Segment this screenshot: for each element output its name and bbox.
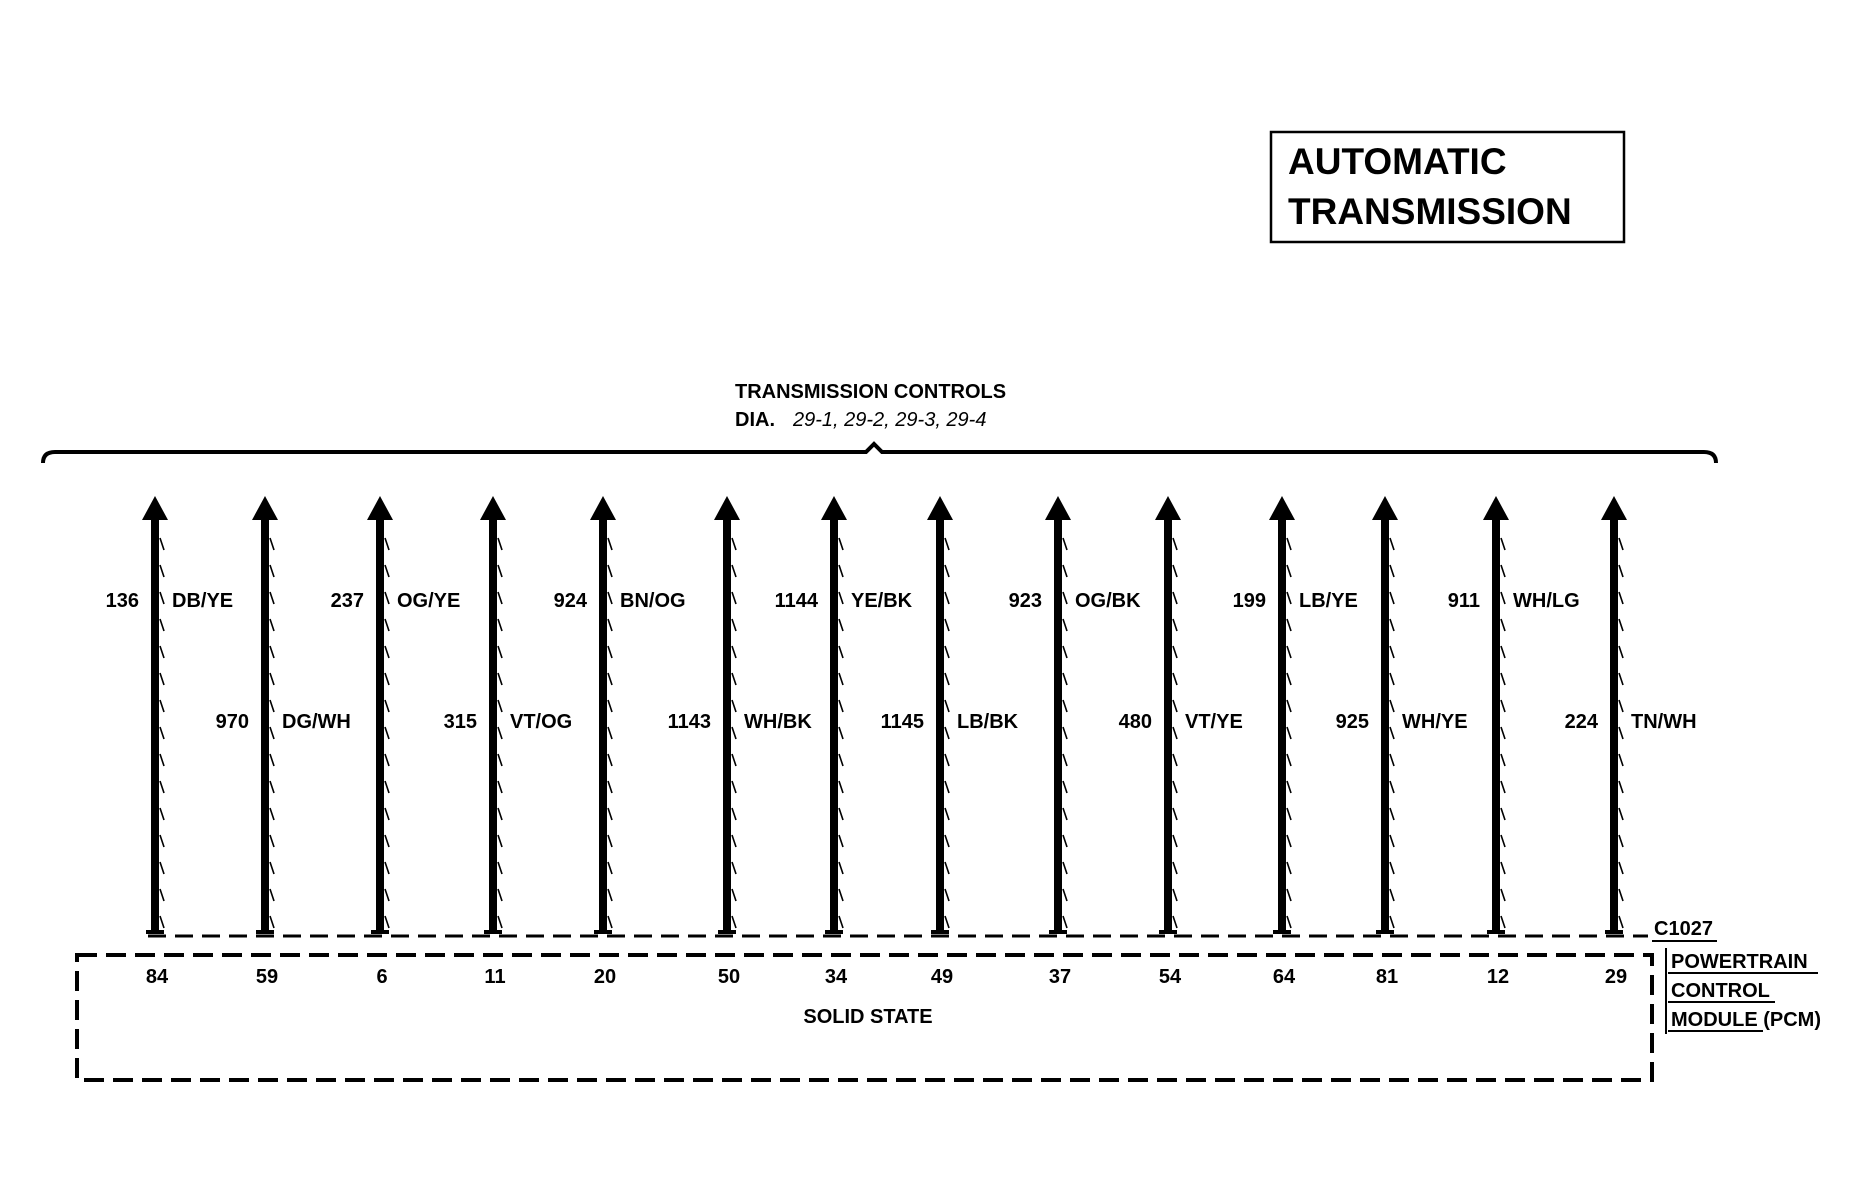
wire-stripe-tick: [1501, 835, 1505, 847]
wire-stripe-tick: [1063, 538, 1067, 550]
module-name-line-1: POWERTRAIN: [1671, 951, 1808, 973]
wire-arrowhead: [1601, 496, 1627, 520]
wire-color-code: LB/BK: [957, 711, 1019, 733]
wire-stripe-tick: [1287, 889, 1291, 901]
wire-circuit-number: 136: [105, 590, 139, 612]
wire-stripe-tick: [732, 673, 736, 685]
wire-stripe-tick: [270, 754, 274, 766]
connector-pin-number: 64: [1272, 966, 1296, 988]
wire-stripe-tick: [1501, 538, 1505, 550]
wire-stripe-tick: [270, 700, 274, 712]
wire-circuit-number: 224: [1564, 711, 1598, 733]
wire-stripe-tick: [608, 808, 612, 820]
wire: [1565, 496, 1697, 988]
wire-stripe-tick: [608, 700, 612, 712]
wire-stripe-tick: [945, 700, 949, 712]
wire-circuit-number: 923: [1008, 590, 1042, 612]
wire-stripe-tick: [1063, 592, 1067, 604]
wire-stripe-tick: [498, 754, 502, 766]
wire-stripe-tick: [839, 781, 843, 793]
wire-arrowhead: [821, 496, 847, 520]
wire-stripe-tick: [1619, 619, 1623, 631]
wire-stripe-tick: [1173, 673, 1177, 685]
module-type: SOLID STATE: [803, 1006, 933, 1028]
wire: [444, 496, 573, 988]
wire-stripe-tick: [608, 889, 612, 901]
wire-color-code: LB/YE: [1299, 590, 1358, 612]
wire-stripe-tick: [1501, 673, 1505, 685]
wire-stripe-tick: [839, 592, 843, 604]
wire-stripe-tick: [1173, 781, 1177, 793]
wire-stripe-tick: [160, 646, 164, 658]
wire-stripe-tick: [498, 592, 502, 604]
bracket-title: TRANSMISSION CONTROLS: [735, 381, 1007, 403]
wire-stripe-tick: [385, 862, 389, 874]
wire-stripe-tick: [385, 808, 389, 820]
wire-circuit-number: 1145: [880, 711, 924, 733]
title-box: [1271, 132, 1624, 242]
wire-stripe-tick: [270, 619, 274, 631]
wire-stripe-tick: [732, 565, 736, 577]
wire-stripe-tick: [1063, 700, 1067, 712]
wire-stripe-tick: [945, 781, 949, 793]
wire-stripe-tick: [608, 592, 612, 604]
wire-stripe-tick: [839, 835, 843, 847]
wire-stripe-tick: [732, 781, 736, 793]
wire-stripe-tick: [1287, 565, 1291, 577]
wire-stripe-tick: [1063, 646, 1067, 658]
wire-stripe-tick: [1063, 808, 1067, 820]
wire-color-code: OG/YE: [397, 590, 461, 612]
wire-stripe-tick: [270, 808, 274, 820]
wire-stripe-tick: [1390, 835, 1394, 847]
wire-stripe-tick: [839, 565, 843, 577]
wire-stripe-tick: [385, 700, 389, 712]
wire-stripe-tick: [1287, 538, 1291, 550]
wire-arrowhead: [252, 496, 278, 520]
wire-stripe-tick: [1501, 700, 1505, 712]
wire-stripe-tick: [608, 727, 612, 739]
wire-stripe-tick: [1619, 754, 1623, 766]
wire-stripe-tick: [1173, 754, 1177, 766]
connector-pin-number: 49: [930, 966, 954, 988]
wire-stripe-tick: [945, 673, 949, 685]
wire-arrowhead: [1269, 496, 1295, 520]
wire-stripe-tick: [732, 619, 736, 631]
wire-stripe-tick: [1173, 862, 1177, 874]
wire: [1119, 496, 1243, 988]
wire-stripe-tick: [608, 754, 612, 766]
wire-stripe-tick: [270, 862, 274, 874]
wire-stripe-tick: [160, 916, 164, 928]
wire-arrowhead: [480, 496, 506, 520]
wire-color-code: VT/OG: [510, 711, 573, 733]
wire-stripe-tick: [385, 565, 389, 577]
wire-stripe-tick: [160, 727, 164, 739]
wire-arrowhead: [142, 496, 168, 520]
wire-stripe-tick: [1619, 862, 1623, 874]
wire-stripe-tick: [945, 916, 949, 928]
wire-stripe-tick: [270, 835, 274, 847]
wire-color-code: WH/YE: [1402, 711, 1468, 733]
wire-color-code: WH/BK: [744, 711, 812, 733]
wire-stripe-tick: [839, 538, 843, 550]
wire-stripe-tick: [498, 700, 502, 712]
wire-circuit-number: 315: [443, 711, 477, 733]
wire-stripe-tick: [1287, 916, 1291, 928]
connector-id: C1027: [1654, 918, 1713, 940]
wire-stripe-tick: [608, 835, 612, 847]
wire-stripe-tick: [945, 592, 949, 604]
wire-stripe-tick: [945, 808, 949, 820]
wire-stripe-tick: [1173, 835, 1177, 847]
wire-stripe-tick: [385, 673, 389, 685]
title-line-2: TRANSMISSION: [1288, 191, 1572, 232]
connector-pin-number: 20: [593, 966, 617, 988]
wire-stripe-tick: [160, 808, 164, 820]
wire-stripe-tick: [732, 889, 736, 901]
connector-pin-number: 12: [1486, 966, 1510, 988]
wire-stripe-tick: [385, 754, 389, 766]
wire-stripe-tick: [839, 889, 843, 901]
connector-pin-number: 29: [1604, 966, 1628, 988]
wire-stripe-tick: [1501, 754, 1505, 766]
wire-stripe-tick: [1390, 781, 1394, 793]
wire-arrowhead: [714, 496, 740, 520]
wire-stripe-tick: [1287, 727, 1291, 739]
dia-prefix: DIA.: [735, 409, 775, 431]
connector-pin-number: 6: [376, 966, 388, 988]
wire-stripe-tick: [160, 592, 164, 604]
wire-stripe-tick: [160, 781, 164, 793]
wire-stripe-tick: [1619, 592, 1623, 604]
wire-circuit-number: 970: [215, 711, 249, 733]
wire-stripe-tick: [1619, 835, 1623, 847]
wire-stripe-tick: [1173, 889, 1177, 901]
wire-stripe-tick: [270, 538, 274, 550]
wire: [331, 496, 461, 988]
wire-stripe-tick: [1501, 781, 1505, 793]
wire-stripe-tick: [270, 727, 274, 739]
wire-stripe-tick: [1501, 619, 1505, 631]
wire-stripe-tick: [1063, 916, 1067, 928]
connector-pin-number: 54: [1158, 966, 1182, 988]
wire-arrowhead: [1155, 496, 1181, 520]
wire-stripe-tick: [1619, 916, 1623, 928]
wire-circuit-number: 1144: [774, 590, 818, 612]
wire: [1336, 496, 1468, 988]
wire-stripe-tick: [1390, 673, 1394, 685]
connector-pin-number: 34: [824, 966, 848, 988]
wire-stripe-tick: [498, 619, 502, 631]
wire-stripe-tick: [945, 889, 949, 901]
wire-stripe-tick: [1287, 619, 1291, 631]
wire-stripe-tick: [160, 565, 164, 577]
wire-stripe-tick: [385, 889, 389, 901]
wire-stripe-tick: [385, 619, 389, 631]
module-name-line-3: MODULE (PCM): [1671, 1009, 1821, 1031]
wire-stripe-tick: [1501, 727, 1505, 739]
wire-stripe-tick: [1501, 646, 1505, 658]
wire-circuit-number: 1143: [667, 711, 711, 733]
wire-stripe-tick: [1390, 754, 1394, 766]
wire-stripe-tick: [1173, 538, 1177, 550]
wire-stripe-tick: [1501, 862, 1505, 874]
wire-stripe-tick: [839, 916, 843, 928]
wire-stripe-tick: [385, 727, 389, 739]
wire-stripe-tick: [945, 538, 949, 550]
wire-color-code: OG/BK: [1075, 590, 1141, 612]
wire-color-code: VT/YE: [1185, 711, 1243, 733]
wire-stripe-tick: [270, 889, 274, 901]
wire-stripe-tick: [1390, 565, 1394, 577]
wire-stripe-tick: [1619, 700, 1623, 712]
wire-stripe-tick: [1390, 700, 1394, 712]
wire-stripe-tick: [498, 646, 502, 658]
grouping-bracket: [43, 444, 1716, 463]
wire-stripe-tick: [1390, 592, 1394, 604]
wire-stripe-tick: [1501, 565, 1505, 577]
wire-stripe-tick: [1173, 916, 1177, 928]
wire-stripe-tick: [1173, 646, 1177, 658]
wire-stripe-tick: [608, 538, 612, 550]
wire-stripe-tick: [270, 565, 274, 577]
wire-stripe-tick: [1173, 565, 1177, 577]
wire-stripe-tick: [1287, 673, 1291, 685]
wire-stripe-tick: [160, 538, 164, 550]
wire-stripe-tick: [385, 592, 389, 604]
wire-stripe-tick: [385, 781, 389, 793]
wire-stripe-tick: [608, 673, 612, 685]
wire-stripe-tick: [1619, 646, 1623, 658]
wire-color-code: BN/OG: [620, 590, 686, 612]
wire-stripe-tick: [945, 727, 949, 739]
wire-stripe-tick: [1287, 835, 1291, 847]
module-name-line-2: CONTROL: [1671, 980, 1770, 1002]
wire-stripe-tick: [160, 700, 164, 712]
wire-circuit-number: 480: [1118, 711, 1152, 733]
connector-pin-number: 84: [145, 966, 169, 988]
wire-stripe-tick: [1619, 727, 1623, 739]
wire-stripe-tick: [732, 754, 736, 766]
wire-stripe-tick: [270, 673, 274, 685]
wire-arrowhead: [367, 496, 393, 520]
wire-stripe-tick: [1287, 862, 1291, 874]
wire-stripe-tick: [270, 781, 274, 793]
wire-stripe-tick: [1287, 592, 1291, 604]
wire-stripe-tick: [839, 862, 843, 874]
wire-stripe-tick: [1390, 619, 1394, 631]
wire-stripe-tick: [498, 889, 502, 901]
wire-stripe-tick: [498, 808, 502, 820]
wire-stripe-tick: [608, 646, 612, 658]
wire: [1448, 496, 1580, 988]
wire-stripe-tick: [160, 673, 164, 685]
wire-stripe-tick: [1501, 808, 1505, 820]
wire-stripe-tick: [732, 916, 736, 928]
wire-stripe-tick: [1173, 700, 1177, 712]
module-name: [1666, 948, 1821, 1034]
title-line-1: AUTOMATIC: [1288, 141, 1507, 182]
wire-stripe-tick: [1063, 835, 1067, 847]
wire-stripe-tick: [498, 835, 502, 847]
wire-circuit-number: 199: [1232, 590, 1266, 612]
wire-stripe-tick: [1390, 808, 1394, 820]
wire-stripe-tick: [1287, 700, 1291, 712]
wire-color-code: TN/WH: [1631, 711, 1697, 733]
wire-stripe-tick: [732, 646, 736, 658]
wire-stripe-tick: [1619, 808, 1623, 820]
wire-stripe-tick: [1619, 673, 1623, 685]
wire-stripe-tick: [945, 619, 949, 631]
connector-pin-number: 59: [255, 966, 279, 988]
wire-stripe-tick: [1619, 565, 1623, 577]
wire-color-code: WH/LG: [1513, 590, 1580, 612]
wire-stripe-tick: [1501, 916, 1505, 928]
wire-stripe-tick: [160, 889, 164, 901]
wire-stripe-tick: [1390, 646, 1394, 658]
wire: [1233, 496, 1358, 988]
wire-stripe-tick: [160, 754, 164, 766]
wires: [106, 496, 1697, 988]
wire-stripe-tick: [1173, 727, 1177, 739]
wire-stripe-tick: [839, 646, 843, 658]
wire-arrowhead: [1483, 496, 1509, 520]
wire-arrowhead: [1045, 496, 1071, 520]
wire-color-code: DB/YE: [172, 590, 234, 612]
wire-stripe-tick: [1063, 673, 1067, 685]
wire-stripe-tick: [608, 916, 612, 928]
wire-stripe-tick: [839, 673, 843, 685]
wire-stripe-tick: [945, 754, 949, 766]
wire-stripe-tick: [945, 835, 949, 847]
wire-stripe-tick: [945, 565, 949, 577]
wire-stripe-tick: [270, 592, 274, 604]
wire-stripe-tick: [732, 862, 736, 874]
wire-stripe-tick: [1287, 781, 1291, 793]
wire-stripe-tick: [1063, 754, 1067, 766]
wire-stripe-tick: [1063, 889, 1067, 901]
wire-stripe-tick: [160, 862, 164, 874]
wire: [881, 496, 1019, 988]
wire-stripe-tick: [1501, 889, 1505, 901]
wire-stripe-tick: [498, 781, 502, 793]
wire-stripe-tick: [160, 619, 164, 631]
wire-stripe-tick: [732, 727, 736, 739]
wire-stripe-tick: [732, 538, 736, 550]
wire-stripe-tick: [498, 538, 502, 550]
wire-circuit-number: 237: [330, 590, 364, 612]
wire-stripe-tick: [1173, 619, 1177, 631]
wire-stripe-tick: [1287, 646, 1291, 658]
wire-stripe-tick: [732, 592, 736, 604]
wire-stripe-tick: [945, 862, 949, 874]
wire-stripe-tick: [839, 727, 843, 739]
wire-stripe-tick: [945, 646, 949, 658]
wire-stripe-tick: [498, 727, 502, 739]
wire-circuit-number: 911: [1447, 590, 1480, 612]
wire-stripe-tick: [839, 700, 843, 712]
wire-arrowhead: [590, 496, 616, 520]
wire-stripe-tick: [270, 646, 274, 658]
connector-pin-number: 81: [1375, 966, 1399, 988]
wire-stripe-tick: [1063, 727, 1067, 739]
wire-stripe-tick: [1390, 916, 1394, 928]
wire-stripe-tick: [1173, 592, 1177, 604]
wire-stripe-tick: [1390, 862, 1394, 874]
connector-pin-number: 11: [484, 966, 506, 988]
wire-stripe-tick: [839, 754, 843, 766]
wire-stripe-tick: [1619, 538, 1623, 550]
wire-arrowhead: [1372, 496, 1398, 520]
wire: [106, 496, 234, 988]
wire-color-code: DG/WH: [282, 711, 351, 733]
connector-pin-number: 37: [1048, 966, 1072, 988]
wire-stripe-tick: [1390, 727, 1394, 739]
wire-arrowhead: [927, 496, 953, 520]
wire-stripe-tick: [1063, 781, 1067, 793]
bracket-header: [43, 381, 1716, 463]
wire-stripe-tick: [732, 835, 736, 847]
wire-stripe-tick: [1063, 619, 1067, 631]
wire-stripe-tick: [270, 916, 274, 928]
wire-stripe-tick: [1063, 565, 1067, 577]
wire-circuit-number: 925: [1335, 711, 1369, 733]
wire-stripe-tick: [498, 565, 502, 577]
wire: [1009, 496, 1141, 988]
wire-stripe-tick: [160, 835, 164, 847]
wire-stripe-tick: [608, 565, 612, 577]
wire: [775, 496, 913, 988]
wire-stripe-tick: [1063, 862, 1067, 874]
wire-stripe-tick: [1287, 754, 1291, 766]
connector-pin-number: 50: [717, 966, 741, 988]
wire-stripe-tick: [1390, 889, 1394, 901]
wire-stripe-tick: [1619, 781, 1623, 793]
wire-stripe-tick: [608, 781, 612, 793]
wire-stripe-tick: [1390, 538, 1394, 550]
wire-stripe-tick: [498, 673, 502, 685]
wire-stripe-tick: [732, 700, 736, 712]
wire-color-code: YE/BK: [851, 590, 913, 612]
wire-stripe-tick: [385, 835, 389, 847]
wire-stripe-tick: [385, 646, 389, 658]
wire: [216, 496, 351, 988]
wire: [668, 496, 813, 988]
wire-stripe-tick: [1501, 592, 1505, 604]
wire-stripe-tick: [385, 538, 389, 550]
wire-stripe-tick: [608, 619, 612, 631]
wire-stripe-tick: [839, 619, 843, 631]
dia-refs: 29-1, 29-2, 29-3, 29-4: [793, 409, 987, 431]
wire-stripe-tick: [732, 808, 736, 820]
wire-stripe-tick: [498, 862, 502, 874]
wire-stripe-tick: [385, 916, 389, 928]
wire-stripe-tick: [1619, 889, 1623, 901]
wire-stripe-tick: [608, 862, 612, 874]
wire-stripe-tick: [839, 808, 843, 820]
wire: [554, 496, 686, 988]
wire-circuit-number: 924: [553, 590, 587, 612]
wire-stripe-tick: [1287, 808, 1291, 820]
wire-stripe-tick: [1173, 808, 1177, 820]
wire-stripe-tick: [498, 916, 502, 928]
